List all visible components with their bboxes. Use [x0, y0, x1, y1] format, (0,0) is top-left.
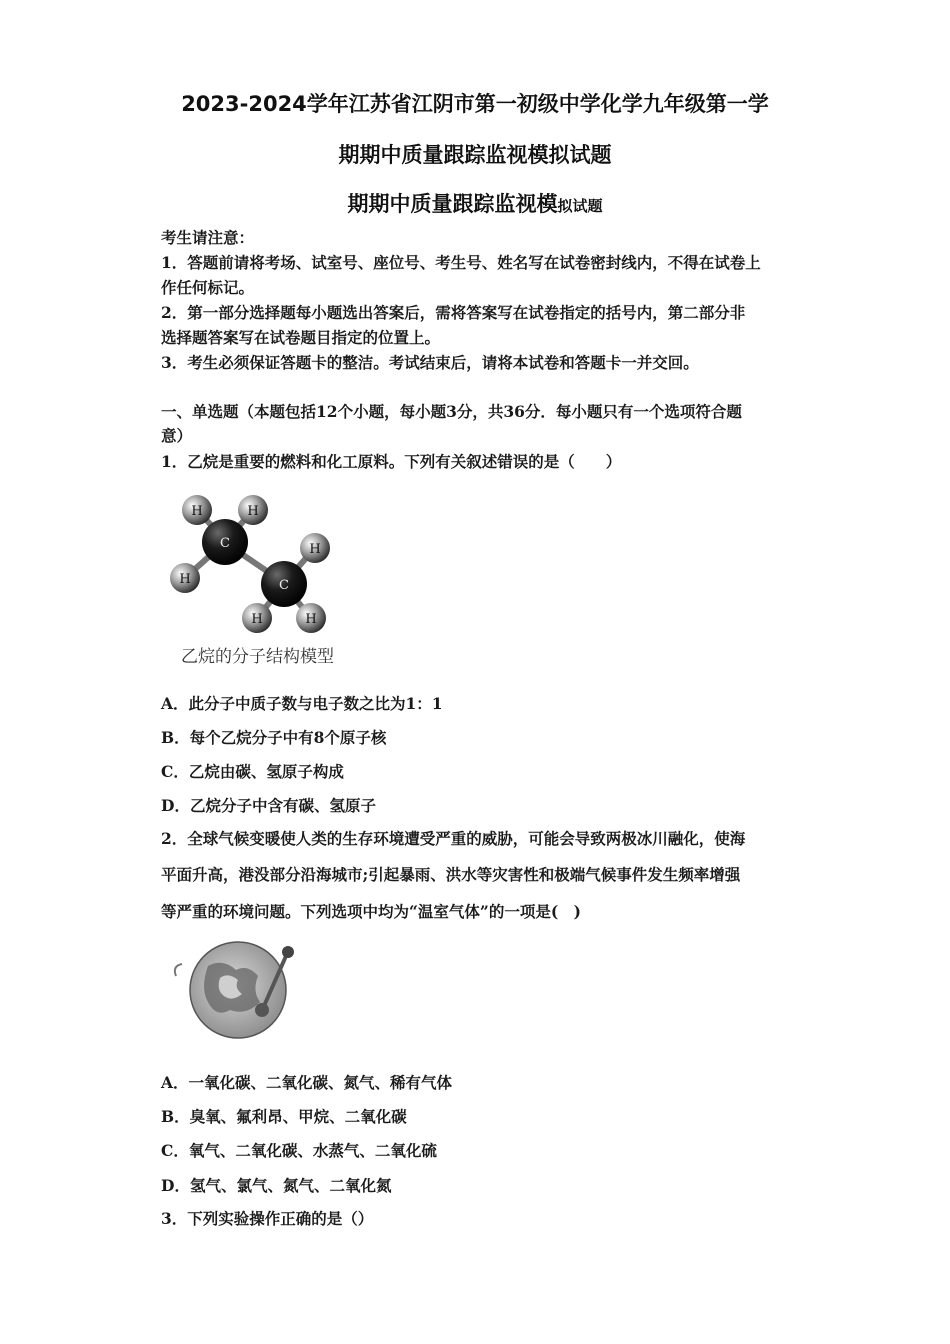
atom-label-h: H — [309, 542, 321, 557]
atom-label-h: H — [179, 572, 191, 587]
section-heading-line-2: 意） — [161, 426, 193, 445]
notice-line-5: 3．考生必须保证答题卡的整洁。考试结束后，请将本试卷和答题卡一并交回。 — [161, 353, 699, 372]
atom-label-h: H — [251, 612, 263, 627]
atom-label-h: H — [247, 504, 259, 519]
q1-option-a: A．此分子中质子数与电子数之比为1：1 — [161, 694, 443, 713]
q2-stem-line-2: 平面升高，港没部分沿海城市;引起暴雨、洪水等灾害性和极端气候事件发生频率增强 — [161, 865, 741, 884]
q2-stem-line-1: 2．全球气候变暖使人类的生存环境遭受严重的威胁，可能会导致两极冰川融化，使海 — [161, 829, 746, 848]
q2-option-a: A．一氧化碳、二氧化碳、氮气、稀有气体 — [161, 1073, 453, 1092]
notice-heading: 考生请注意： — [161, 228, 255, 247]
notice-line-3: 2．第一部分选择题每小题选出答案后，需将答案写在试卷指定的括号内，第二部分非 — [161, 303, 746, 322]
title-line-3 — [0, 188, 950, 218]
title-line-2: 期期中质量跟踪监视模拟试题 — [338, 143, 612, 167]
q2-option-c: C．氧气、二氧化碳、水蒸气、二氧化硫 — [161, 1141, 437, 1160]
notice-line-2: 作任何标记。 — [161, 278, 255, 297]
q1-option-c: C．乙烷由碳、氢原子构成 — [161, 762, 344, 781]
atom-label-h: H — [305, 612, 317, 627]
q3-stem: 3．下列实验操作正确的是（） — [161, 1209, 374, 1228]
earth-thermometer-illustration — [168, 936, 308, 1040]
q1-option-b: B．每个乙烷分子中有8个原子核 — [161, 728, 387, 747]
notice-line-1: 1．答题前请将考场、试室号、座位号、考生号、姓名写在试卷密封线内，不得在试卷上 — [161, 253, 761, 272]
title-line-3-small: 拟试题 — [557, 197, 603, 215]
q2-stem-line-3: 等严重的环境问题。下列选项中均为“温室气体”的一项是( ) — [161, 902, 582, 921]
title-line-3-main: 期期中质量跟踪监视模 — [347, 192, 558, 216]
q1-option-d: D．乙烷分子中含有碳、氢原子 — [161, 796, 376, 815]
title-line-1: 2023-2024学年江苏省江阴市第一初级中学化学九年级第一学 — [181, 92, 769, 116]
q1-stem: 1．乙烷是重要的燃料和化工原料。下列有关叙述错误的是（ ） — [161, 452, 622, 471]
ethane-molecule-model — [165, 488, 345, 638]
atom-label-c: C — [220, 536, 230, 551]
q2-option-b: B．臭氧、氟利昂、甲烷、二氧化碳 — [161, 1107, 407, 1126]
atom-label-c: C — [279, 578, 289, 593]
notice-line-4: 选择题答案写在试卷题目指定的位置上。 — [161, 328, 441, 347]
section-heading-line-1: 一、单选题（本题包括12个小题，每小题3分，共36分．每小题只有一个选项符合题 — [161, 402, 742, 421]
molecule-caption: 乙烷的分子结构模型 — [181, 647, 334, 667]
atom-label-h: H — [191, 504, 203, 519]
q2-option-d: D．氢气、氯气、氮气、二氧化氮 — [161, 1176, 392, 1195]
